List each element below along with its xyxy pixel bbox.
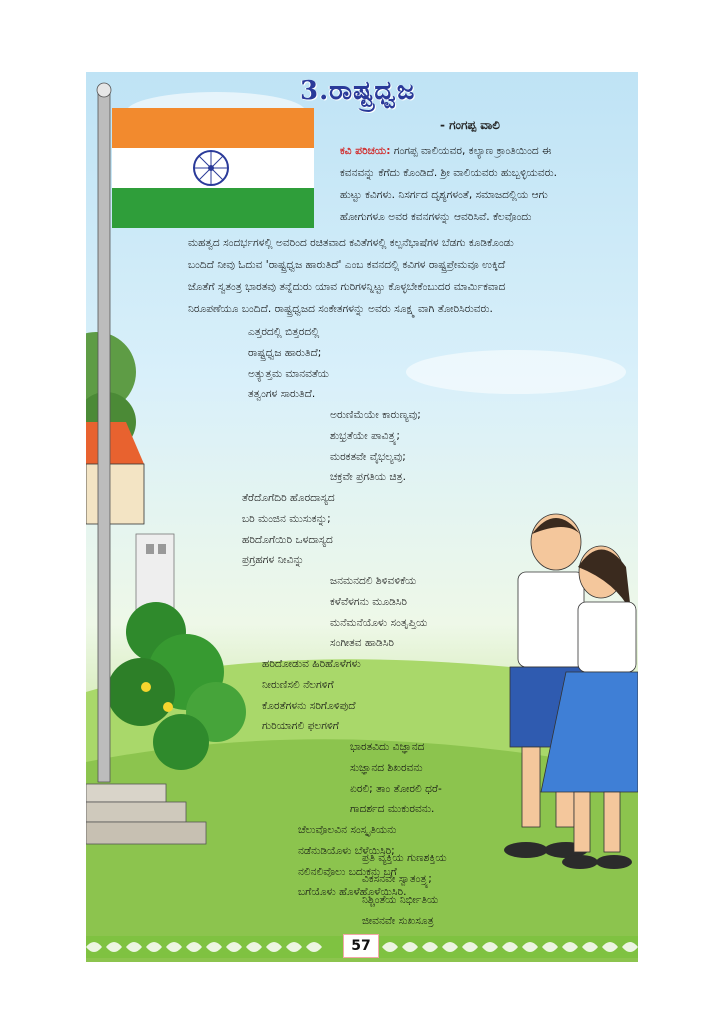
poem-line: ಸಂಗೀತವ ಹಾಡಿಸಿರಿ: [330, 637, 394, 650]
poem-line: ತತ್ವಂಗಳ ಸಾರುತಿದೆ.: [248, 388, 316, 401]
poem-line: ಜನಮನದಲಿ ಶಿಳಿವಳಿಕೆಯ: [330, 575, 417, 587]
intro-line-3: ಹುಟ್ಟು ಕವಿಗಳು. ನಿಸರ್ಗದ ದೃಶ್ಯಗಳಂತೆ, ಸಮಾಜದಲ್ಲಿಯ ಆಗು: [340, 189, 548, 201]
poem-line: ಕೊರತೆಗಳನು ಸರಿಗೊಳಿಪುದೆ: [262, 699, 356, 712]
poem-stanza-4: [330, 571, 427, 654]
intro-line-1: ಕವಿ ಪರಿಚಯ: ಗಂಗಪ್ಪ ವಾಲಿಯವರ, ಕಲ್ಯಾಣ ಕ್ರಾಂತಿಯಿಂದ ಈ: [340, 145, 552, 157]
poem-line: ನಡೆನುಡಿಯೊಳು ಬೆಳೆಯಿಸಿರಿ;: [298, 844, 395, 857]
poem-line: ಅರುಣಿಮೆಯೇ ಕಾರುಣ್ಯವು;: [330, 409, 421, 421]
poem-line: ನೀರುಣಿಸಲಿ ನೆಲಗಳಿಗೆ: [262, 678, 334, 691]
poem-line: ಅತ್ಯುತ್ತಮ ಮಾನವತೆಯ: [248, 367, 329, 380]
poem-line: ವಿಕಸನವೇ ಸ್ವಾತಂತ್ರ್ಯ;: [362, 873, 432, 885]
poem-line: ಹರಿದೊಗೆಯಿರಿ ಒಳದಾಸ್ಯದ: [242, 533, 333, 546]
poem-line: ಹರಿದೋಡುವ ಹಿರಿಹೊಳೆಗಳು: [262, 658, 361, 670]
intro-paragraph-narrow: [340, 140, 640, 228]
poem-line: ನಿಶ್ಚಿಂತೆಯ ನಿರ್ಭೀತಿಯ: [362, 893, 439, 906]
intro-paragraph-wide: [188, 232, 638, 320]
poem-line: ಜೀವನವೇ ಸುಖಸೂತ್ರ: [362, 914, 434, 927]
poem-line: ಮನೆಮನೆಯೊಳು ಸಂತೃಪ್ತಿಯ: [330, 616, 428, 629]
poem-stanza-8: [180, 848, 447, 869]
intro-line-5: ಮಹತ್ವದ ಸಂದರ್ಭಗಳಲ್ಲಿ ಅವರಿಂದ ರಚಿತವಾದ ಕವಿತೆಗಳಲ್ಲಿ ಕಲ್ಪನೆಭಾಷೆಗಳ ಬೆಡಗು ಕೂಡಿಕೊಂಡು: [188, 237, 514, 249]
poem-line: ಗಾದರ್ಶದ ಮುಕುರವನು.: [350, 803, 435, 816]
intro-line-4: ಹೋಗುಗಳೂ ಅವರ ಕವನಗಳನ್ನು ಆವರಿಸಿವೆ. ಕೆಲವೊಂದು: [340, 211, 532, 223]
author-name: - ಗಂಗಪ್ಪ ವಾಲಿ: [440, 118, 500, 132]
poem-line: ಪ್ರತಿ ವ್ಯಕ್ತಿಯ ಗುಣಶಕ್ತಿಯ: [362, 852, 447, 864]
poem-line: ನಲಿನಲಿವೊಲು ಬದುಕನು ಬಗೆ: [298, 865, 397, 878]
poem-line: ಕಳೆವೆಳಗನು ಮೂಡಿಸಿರಿ: [330, 595, 408, 608]
poem-line: ಏರಲಿ; ತಾಂ ತೋರಲಿ ಧರೆ-: [350, 782, 442, 795]
intro-line-2: ಕವನವನ್ನು ಕೆಗೆದು ಕೊಂಡಿದೆ. ಶ್ರೀ ವಾಲಿಯವರು ಹುಬ್ಬಳ್ಳಿಯವರು.: [340, 167, 558, 179]
intro-line-7: ಜೊತೆಗೆ ಸ್ವತಂತ್ರ ಭಾರತವು ತನ್ನೆದುರು ಯಾವ ಗುರಿಗಳನ್ನಿಟ್ಟು ಕೊಳ್ಳಬೇಕೆಂಬುದರ ಮಾರ್ಮಿಕವಾದ: [188, 281, 506, 293]
poem-line: ತೆರೆದೊಗೆದಿರಿ ಹೊರದಾಸ್ಯದ: [242, 492, 335, 504]
poem-line: ಚಕ್ರವೇ ಪ್ರಗತಿಯ ಚಿತ್ರ.: [330, 471, 406, 484]
poem-line: ಭಾರತವಿದು ವಿಜ್ಞಾನದ: [350, 741, 425, 753]
poem-line: ಶುಭ್ರತೆಯೇ ಪಾವಿತ್ರ್ಯ;: [330, 429, 400, 442]
poem-stanza-6: [350, 737, 442, 820]
poem-line: ಮರಕತವೇ ವೈಭಲ್ಯವು;: [330, 450, 406, 463]
intro-label: ಕವಿ ಪರಿಚಯ:: [340, 145, 391, 157]
poem-line: ಬಗೆಯೊಳು ಹೊಳೆಹೊಳೆಯಿಸಿರಿ.: [298, 886, 407, 899]
poem-stanza-2: [330, 405, 421, 488]
intro-line-6: ಬಂದಿದೆ ನೀವು ಓದುವ 'ರಾಷ್ಟ್ರಧ್ವಜ ಹಾರುತಿದೆ' ಎಂಬ ಕವನದಲ್ಲಿ ಕವಿಗಳ ರಾಷ್ಟ್ರಪ್ರೇಮವೂ ಉಕ್ಕಿದೆ: [188, 259, 506, 271]
poem-line: ಬರಿ ಮಂಜಿನ ಮುಸುಕನ್ನು;: [242, 512, 331, 525]
poem-stanza-3: [242, 488, 335, 571]
poem-stanza-8-rest: [362, 869, 438, 931]
poem-line: ಚೆಲುವೊಲವಿನ ಸಂಸ್ಕೃತಿಯನು: [298, 824, 397, 836]
poem-line: ರಾಷ್ಟ್ರಧ್ವಜ ಹಾರುತಿದೆ;: [248, 346, 322, 359]
poem-line: ಎತ್ತರದಲ್ಲಿ ಬಿತ್ತರದಲ್ಲಿ: [248, 326, 320, 338]
intro-line-8: ನಿರೂಪಣೆಯೂ ಬಂದಿದೆ. ರಾಷ್ಟ್ರಧ್ವಜದ ಸಂಕೇತಗಳನ್ನು ಅವರು ಸೂಕ್ಷ್ಮ ವಾಗಿ ತೋರಿಸಿರುವರು.: [188, 303, 493, 315]
page-title: 3.ರಾಷ್ಟ್ರಧ್ವಜ: [300, 76, 416, 106]
poem-stanza-5: [262, 654, 361, 737]
page-number: 57: [343, 934, 379, 958]
poem-line: ಸುಜ್ಞಾನದ ಶಿಖರವನು: [350, 761, 423, 774]
poem-line: ಪ್ರಗ್ರಹಗಳ ನೀವಿನ್ನು: [242, 554, 305, 567]
poem-stanza-1: [248, 322, 329, 405]
poem-line: ಗುರಿಯಾಗಲಿ ಫಲಗಳಿಗೆ: [262, 720, 339, 733]
